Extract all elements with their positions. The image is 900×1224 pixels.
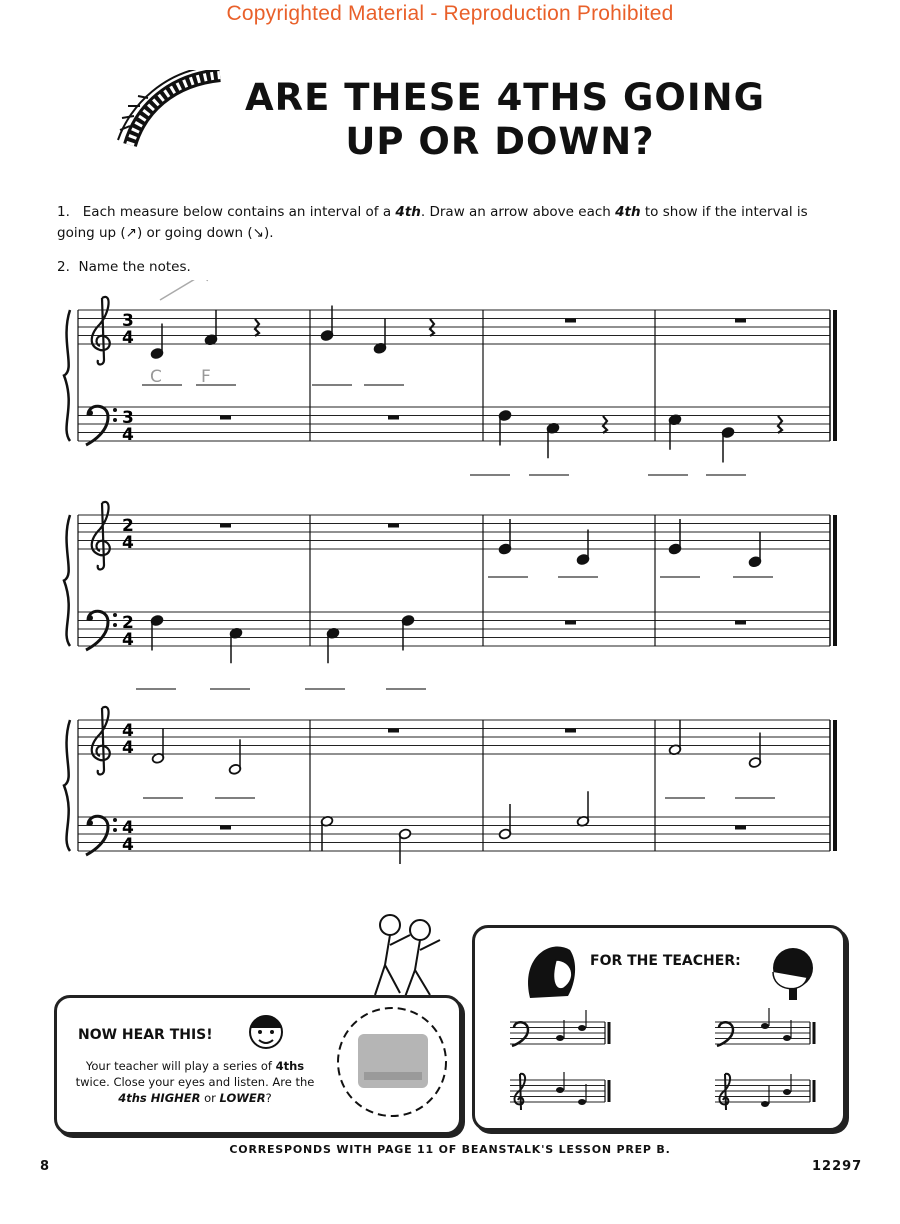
teacher-bass-clef [512,1022,528,1046]
teacher-treble-clef [515,1074,526,1110]
bass-time-bottom: 4 [122,425,134,445]
bass-clef [86,406,117,445]
page-title-line-1: ARE THESE 4THS GOING [245,76,765,119]
brace [64,310,70,441]
teacher-face-left-icon [520,938,584,1002]
bass-clef [86,611,117,650]
teacher-note [578,1025,586,1031]
page-title-line-2: UP OR DOWN? [345,120,655,163]
treble-time-top: 3 [122,311,134,331]
now-hear-this-text: Your teacher will play a series of 4ths twice. Close your eyes and listen. Are the 4ths HIGHER or LOWER? [75,1059,315,1105]
whole-rest [388,524,399,528]
example-answer: F [201,367,211,387]
teacher-note [578,1099,586,1105]
treble-clef [92,502,110,570]
piano-circle-illustration [330,1002,455,1122]
catalog-number: 12297 [812,1159,863,1174]
bass-time-top: 4 [122,818,134,838]
brace [64,515,70,646]
music-score [0,280,900,880]
brace [64,720,70,851]
treble-time-top: 2 [122,516,134,536]
beanstalk-illustration [110,70,230,150]
bass-time-bottom: 4 [122,835,134,855]
teacher-note [761,1101,769,1107]
treble-time-bottom: 4 [122,328,134,348]
whole-rest [565,729,576,733]
teacher-note [783,1035,791,1041]
dancing-kids-illustration [355,905,455,1005]
page-number: 8 [40,1159,50,1174]
example-answer: C [150,367,162,387]
treble-time-bottom: 4 [122,738,134,758]
whole-rest [735,319,746,323]
treble-clef [92,707,110,775]
teacher-note [556,1087,564,1093]
teacher-note [761,1023,769,1029]
bass-time-top: 3 [122,408,134,428]
instruction-1: 1. Each measure below contains an interval of a 4th. Draw an arrow above each 4th to show if the interval is going up (↗) or going down (↘). [57,204,808,241]
treble-time-bottom: 4 [122,533,134,553]
whole-rest [735,826,746,830]
whole-rest [220,416,231,420]
bass-time-top: 2 [122,613,134,633]
teacher-note [556,1035,564,1041]
whole-rest [388,729,399,733]
treble-time-top: 4 [122,721,134,741]
example-arrow-up [160,280,211,300]
watermark: Copyrighted Material - Reproduction Prohibited [226,2,674,25]
whole-rest [735,621,746,625]
teacher-staff-examples [480,1000,840,1120]
whole-rest [220,826,231,830]
now-hear-this-title: NOW HEAR THIS! [78,1027,213,1043]
teacher-note [783,1089,791,1095]
teacher-face-right-icon [763,938,827,1002]
listening-face-icon [245,1010,287,1058]
teacher-treble-clef [720,1074,731,1110]
whole-rest [565,319,576,323]
footer-correspondence: CORRESPONDS WITH PAGE 11 OF BEANSTALK'S LESSON PREP B. [229,1143,671,1156]
whole-rest [220,524,231,528]
bass-clef [86,816,117,855]
whole-rest [388,416,399,420]
treble-clef [92,297,110,365]
instruction-2: 2. Name the notes. [57,259,191,275]
teacher-bass-clef [717,1022,733,1046]
whole-rest [565,621,576,625]
for-the-teacher-title: FOR THE TEACHER: [590,953,741,969]
bass-time-bottom: 4 [122,630,134,650]
